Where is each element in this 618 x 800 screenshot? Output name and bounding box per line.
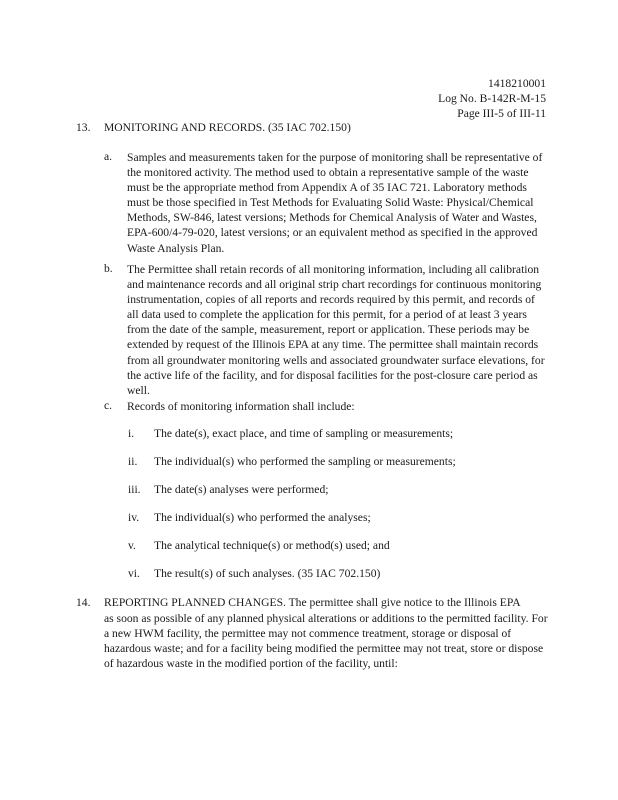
list-item-number: iii. bbox=[128, 483, 141, 496]
section-title: MONITORING AND RECORDS. (35 IAC 702.150) bbox=[104, 121, 351, 134]
list-item-text: The individual(s) who performed the analyses; bbox=[154, 511, 371, 524]
list-item-text: The result(s) of such analyses. (35 IAC 702.150) bbox=[154, 567, 381, 580]
list-item-text: The analytical technique(s) or method(s) used; and bbox=[154, 539, 390, 552]
section-number: 13. bbox=[76, 121, 91, 134]
subsection-label: b. bbox=[104, 262, 113, 275]
permit-number: 1418210001 bbox=[488, 77, 546, 90]
subsection-label: a. bbox=[104, 150, 113, 163]
subsection-text: Samples and measurements taken for the purpose of monitoring shall be representative of the monitored activity. The method used to obtain a representative sample of the waste must be the appropriate method from Appendix A of 35 IAC 721. Laboratory methods must be those specified in Test Methods for Evaluating Solid Waste: Physical/Chemical Methods, SW-846, latest versions; Methods for Chemical Analysis of Water and Wastes, EPA-600/4-79-020, latest versions; or an equivalent method as specified in the approved Waste Analysis Plan. bbox=[127, 151, 543, 255]
section-first-line: REPORTING PLANNED CHANGES. The permittee shall give notice to the Illinois EPA bbox=[104, 596, 521, 609]
list-item-text: The individual(s) who performed the sampling or measurements; bbox=[154, 455, 456, 468]
list-item-text: The date(s), exact place, and time of sampling or measurements; bbox=[154, 427, 454, 440]
subsection-text: The Permittee shall retain records of all monitoring information, including all calibration and maintenance records and all original strip chart recordings for continuous monitoring instrumentation, copies of all reports and records required by this permit, and records of all data used to complete the application for this permit, for a period of at least 3 years from the date of the sample, measurement, report or application. These periods may be extended by request of the Illinois EPA at any time. The permittee shall maintain records from all groundwater monitoring wells and associated groundwater surface elevations, for the active life of the facility, and for disposal facilities for the post-closure care period as well. bbox=[127, 263, 545, 397]
list-item-number: v. bbox=[128, 539, 136, 552]
list-item-text: The date(s) analyses were performed; bbox=[154, 483, 329, 496]
log-number: Log No. B-142R-M-15 bbox=[438, 92, 546, 105]
section-number: 14. bbox=[76, 596, 91, 609]
subsection-text: Records of monitoring information shall include: bbox=[127, 400, 355, 413]
list-item-number: vi. bbox=[128, 567, 140, 580]
list-item-number: iv. bbox=[128, 511, 140, 524]
section-text: as soon as possible of any planned physical alterations or additions to the permitted facility. For a new HWM facility, the permittee may not commence treatment, storage or disposal of hazardous waste; and for a facility being modified the permittee may not treat, store or dispose of hazardous waste in the modified portion of the facility, until: bbox=[104, 612, 548, 671]
list-item-number: i. bbox=[128, 427, 135, 440]
subsection-label: c. bbox=[104, 399, 113, 412]
page-header bbox=[438, 76, 546, 121]
list-item-number: ii. bbox=[128, 455, 138, 468]
page-number: Page III-5 of III-11 bbox=[457, 107, 546, 120]
